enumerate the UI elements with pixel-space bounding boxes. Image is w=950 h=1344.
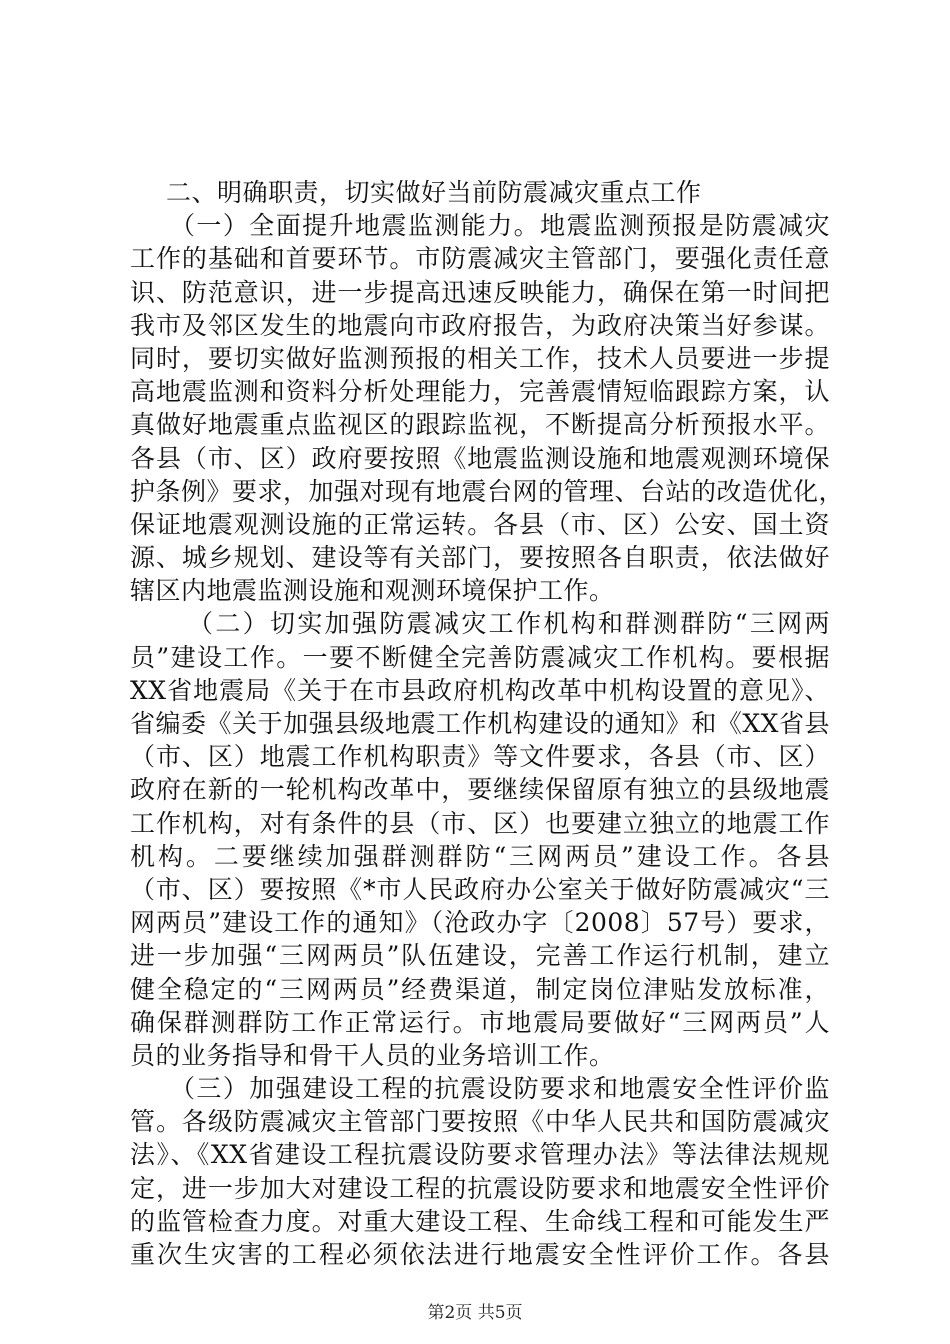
text-line: 的监管检查力度。对重大建设工程、生命线工程和可能发生严 <box>130 1206 830 1236</box>
text-line: 进一步加强“三网两员”队伍建设，完善工作运行机制，建立 <box>130 941 830 971</box>
text-line: （三）加强建设工程的抗震设防要求和地震安全性评价监 <box>170 1074 830 1104</box>
text-line: 保证地震观测设施的正常运转。各县（市、区）公安、国土资 <box>130 509 830 539</box>
text-line: （市、区）要按照《*市人民政府办公室关于做好防震减灾“三 <box>130 874 830 904</box>
text-line: 网两员”建设工作的通知》（沧政办字〔2008〕57号）要求， <box>130 908 830 938</box>
text-line: 工作的基础和首要环节。市防震减灾主管部门，要强化责任意 <box>130 244 830 274</box>
text-line: 健全稳定的“三网两员”经费渠道，制定岗位津贴发放标准， <box>130 974 830 1004</box>
text-line: 我市及邻区发生的地震向市政府报告，为政府决策当好参谋。 <box>130 310 830 340</box>
text-line: 确保群测群防工作正常运行。市地震局要做好“三网两员”人 <box>130 1007 830 1037</box>
text-line: 同时，要切实做好监测预报的相关工作，技术人员要进一步提 <box>130 343 830 373</box>
text-line: 源、城乡规划、建设等有关部门，要按照各自职责，依法做好 <box>130 543 830 573</box>
text-line: 省编委《关于加强县级地震工作机构建设的通知》和《XX省县 <box>130 709 830 738</box>
text-line: 辖区内地震监测设施和观测环境保护工作。 <box>130 576 615 606</box>
text-line: 员的业务指导和骨干人员的业务培训工作。 <box>130 1040 615 1070</box>
text-line: 员”建设工作。一要不断健全完善防震减灾工作机构。要根据 <box>130 642 830 672</box>
text-line: 识、防范意识，进一步提高迅速反映能力，确保在第一时间把 <box>130 277 830 307</box>
page-number: 第2页 共5页 <box>427 1303 523 1323</box>
text-line: 真做好地震重点监视区的跟踪监视，不断提高分析预报水平。 <box>130 410 830 440</box>
text-line: 法》、《XX省建设工程抗震设防要求管理办法》等法律法规规 <box>130 1140 830 1170</box>
text-line: XX省地震局《关于在市县政府机构改革中机构设置的意见》、 <box>130 675 830 705</box>
text-line: 政府在新的一轮机构改革中，要继续保留原有独立的县级地震 <box>130 775 830 805</box>
text-line: （一）全面提升地震监测能力。地震监测预报是防震减灾 <box>170 211 830 241</box>
text-line: 各县（市、区）政府要按照《地震监测设施和地震观测环境保 <box>130 443 830 473</box>
text-line: （二）切实加强防震减灾工作机构和群测群防“三网两 <box>188 609 830 639</box>
document-body <box>130 176 845 1271</box>
page-footer <box>0 1298 950 1323</box>
text-line: 工作机构，对有条件的县（市、区）也要建立独立的地震工作 <box>130 808 830 838</box>
text-line: 二、明确职责，切实做好当前防震减灾重点工作 <box>166 178 702 207</box>
text-line: 管。各级防震减灾主管部门要按照《中华人民共和国防震减灾 <box>130 1107 830 1137</box>
text-line: （市、区）地震工作机构职责》等文件要求，各县（市、区） <box>130 742 830 772</box>
text-line: 定，进一步加大对建设工程的抗震设防要求和地震安全性评价 <box>130 1173 830 1203</box>
text-line: 机构。二要继续加强群测群防“三网两员”建设工作。各县 <box>130 841 830 871</box>
text-line: 重次生灾害的工程必须依法进行地震安全性评价工作。各县 <box>130 1240 830 1269</box>
text-line: 护条例》要求，加强对现有地震台网的管理、台站的改造优化， <box>130 476 845 506</box>
text-line: 高地震监测和资料分析处理能力，完善震情短临跟踪方案，认 <box>130 377 830 407</box>
